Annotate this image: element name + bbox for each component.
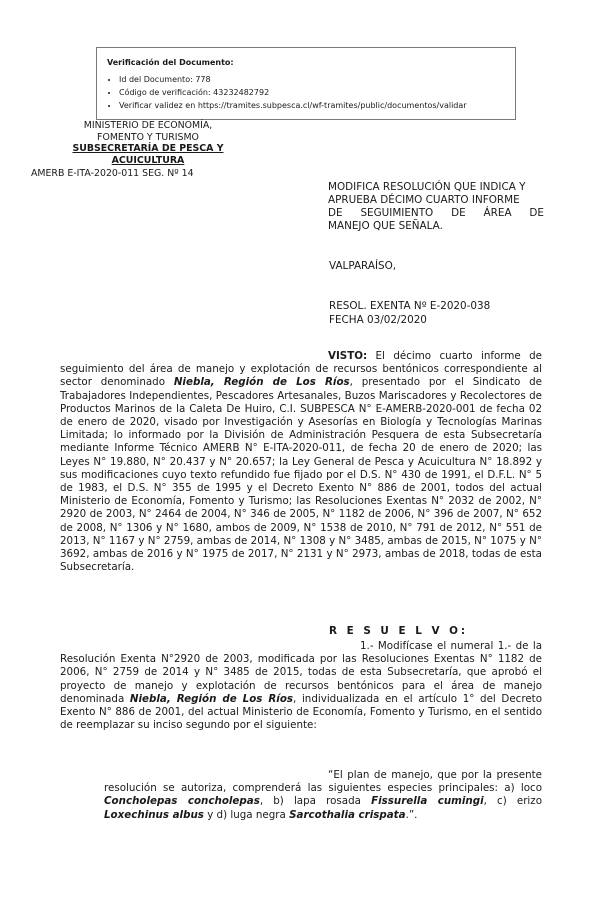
quote-text-5: .”.: [405, 808, 418, 821]
quote-text-4: y d) luga negra: [203, 808, 290, 821]
article-1-site: Niebla, Región de Los Ríos: [129, 692, 294, 705]
species-3: Loxechinus albus: [104, 808, 204, 821]
quote-text-2: , b) lapa rosada: [259, 795, 372, 808]
species-2: Fissurella cumingi: [371, 795, 484, 808]
visto-site: Niebla, Región de Los Ríos: [173, 376, 350, 389]
subsecretaria-line-1: SUBSECRETARÍA DE PESCA Y: [72, 143, 224, 154]
resolution-info: [329, 299, 490, 327]
article-1-text-1: 1.- Modifícase el numeral 1.- de la Resolución Exenta N°2920 de 2003, modificada por las Resoluciones Exentas N° 1182 de 2006, N° 2759 de 2014 y N° 3485 de 2015, todas de esta Subsecretaría, que aprobó el proyecto de manejo y explotación de recursos bentónicos para el área de manejo denominada: [60, 640, 542, 705]
ministry-line-1: MINISTERIO DE ECONOMÍA,: [83, 120, 213, 131]
species-4: Sarcothalia crispata: [289, 808, 406, 821]
document-id: • Id del Documento: 778: [119, 73, 505, 86]
species-1: Concholepas concholepas: [104, 795, 260, 808]
subject-line-3: DE SEGUIMIENTO DE ÁREA DE: [328, 207, 544, 219]
ministry-header: [48, 120, 248, 166]
visto-text-1: El décimo cuarto informe de seguimiento del área de manejo y explotación de recursos bentónicos correspondiente al sector denominado: [60, 350, 542, 389]
visto-label: VISTO:: [328, 350, 368, 362]
ministry-line-2: FOMENTO Y TURISMO: [97, 131, 199, 143]
resolution-number: RESOL. EXENTA Nº E-2020-038: [329, 300, 491, 312]
verification-box: [96, 47, 516, 120]
reference-code: AMERB E-ITA-2020-011 SEG. Nº 14: [31, 168, 194, 179]
subject-line-4: MANEJO QUE SEÑALA.: [328, 220, 443, 232]
verification-code: • Código de verificación: 43232482792: [119, 86, 505, 99]
verification-url[interactable]: • Verificar validez en https://tramites.subpesca.cl/wf-tramites/public/documentos/validar: [119, 99, 505, 112]
subject-line-1: MODIFICA RESOLUCIÓN QUE INDICA Y: [328, 181, 526, 193]
resolution-date: FECHA 03/02/2020: [329, 314, 427, 326]
verification-title: Verificación del Documento:: [107, 58, 234, 67]
subject-line-2: APRUEBA DÉCIMO CUARTO INFORME: [328, 194, 520, 206]
quote-text-3: , c) erizo: [483, 795, 543, 808]
quote-text-1: “El plan de manejo, que por la presente resolución se autoriza, comprenderá las siguientes especies principales: a) loco: [104, 769, 542, 795]
resuelvo-heading: R E S U E L V O:: [329, 625, 469, 637]
verification-list: [107, 73, 505, 112]
subject-block: [328, 181, 544, 233]
visto-paragraph: [60, 350, 542, 574]
place: VALPARAÍSO,: [329, 260, 397, 272]
article-1-text-2: , individualizada en el artículo 1° del Decreto Exento N° 886 de 2001, del actual Ministerio de Economía, Fomento y Turismo, en el sentido de reemplazar su inciso segundo por el siguiente:: [60, 692, 542, 732]
quoted-paragraph: [104, 769, 542, 822]
subsecretaria-line-2: ACUICULTURA: [111, 154, 185, 166]
article-1-paragraph: [60, 640, 542, 732]
visto-text-2: , presentado por el Sindicato de Trabajadores Independientes, Pescadores Artesanales, Buzos Mariscadores y Recolectores de Productos Marinos de la Caleta De Huiro, C.I. SUBPESCA N° E-AMERB-2020-001 de fecha 02 de enero de 2020, visado por Investigación y Asesorías en Biología y Tecnologías Marinas Limitada; lo informado por la División de Administración Pesquera de esta Subsecretaría mediante Informe Técnico AMERB N° E-ITA-2020-011, de fecha 20 de enero de 2020; las Leyes N° 19.880, N° 20.437 y N° 20.657; la Ley General de Pesca y Acuicultura N° 18.892 y sus modificaciones cuyo texto refundido fue fijado por el D.S. N° 430 de 1991, el D.F.L. N° 5 de 1983, el D.S. N° 355 de 1995 y el Decreto Exento N° 886 de 2001, todos del actual Ministerio de Economía, Fomento y Turismo; las Resoluciones Exentas N° 2032 de 2002, N° 2920 de 2003, N° 2464 de 2004, N° 346 de 2005, N° 1182 de 2006, N° 396 de 2007, N° 652 de 2008, N° 1306 y N° 1680, ambos de 2009, N° 1538 de 2010, N° 791 de 2012, N° 551 de 2013, N° 1167 y N° 2759, ambas de 2014, N° 1308 y N° 3485, ambas de 2015, N° 1075 y N° 3692, ambas de 2016 y N° 1975 de 2017, N° 2131 y N° 2973, ambas de 2018, todas de esta Subsecretaría.: [60, 376, 542, 574]
